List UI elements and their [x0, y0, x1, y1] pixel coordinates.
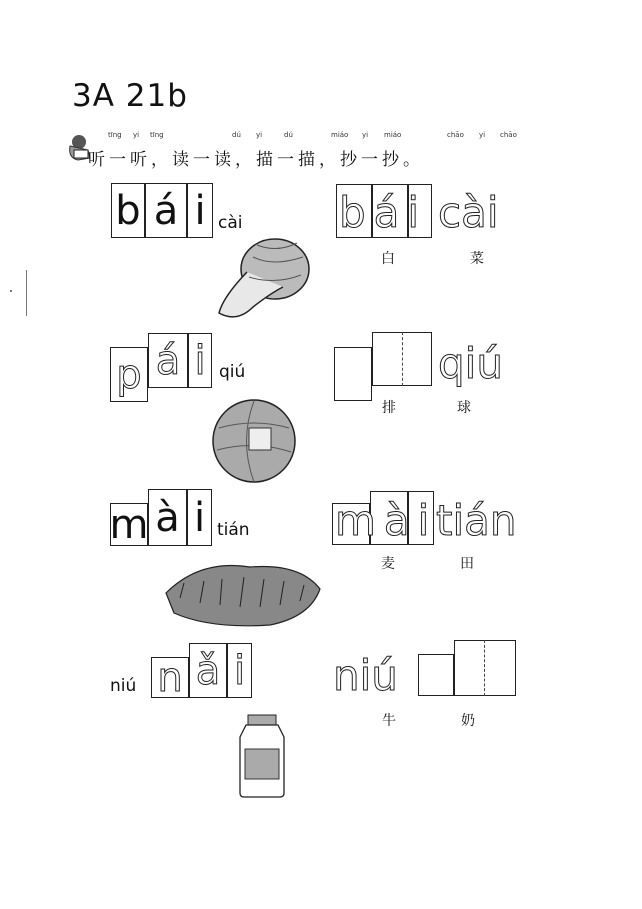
syllable-box-initial: [110, 503, 148, 546]
syllable-initial: b: [115, 187, 141, 234]
syllable-box-initial: [110, 347, 148, 402]
syllable-vowel: á: [153, 187, 179, 234]
pinyin-3: tīng: [150, 131, 164, 139]
trailing-syllable: tián: [217, 520, 250, 540]
pinyin-12: chāo: [500, 131, 517, 139]
syllable-initial: n: [157, 654, 183, 701]
trailing-syllable: cài: [218, 213, 243, 233]
pinyin-8: yi: [362, 131, 369, 139]
milk-bottle-picture: [232, 713, 294, 799]
pinyin-4: dú: [232, 131, 241, 139]
hanzi-2: 菜: [470, 251, 484, 267]
pinyin-11: yi: [479, 131, 486, 139]
syllable-final: i: [194, 337, 206, 384]
trace-word-1: mài: [335, 496, 438, 545]
hanzi-2: 奶: [461, 713, 475, 729]
copy-box-divider: [402, 332, 403, 386]
page-title: 3A 21b: [72, 78, 188, 114]
pinyin-1: tīng: [108, 131, 122, 139]
syllable-final: i: [193, 494, 206, 541]
hanzi-2: 田: [460, 556, 474, 572]
syllable-box-tone-vowel: [189, 643, 227, 698]
volleyball-picture: [209, 398, 299, 484]
syllable-box-tone-vowel: [148, 489, 187, 546]
syllable-vowel: á: [155, 337, 181, 384]
copy-box-1[interactable]: [418, 654, 454, 696]
syllable-final: i: [233, 647, 246, 694]
syllable-box-tone-vowel: [148, 333, 188, 388]
pinyin-7: miáo: [331, 131, 349, 139]
syllable-vowel: à: [155, 494, 180, 541]
trace-word-1: bái: [339, 188, 428, 237]
syllable-box-initial: [111, 183, 145, 238]
pinyin-2: yi: [133, 131, 140, 139]
syllable-initial: m: [109, 501, 149, 548]
hanzi-2: 球: [457, 400, 471, 416]
leading-syllable: niú: [110, 676, 137, 696]
pinyin-9: miáo: [384, 131, 402, 139]
scan-mark: [26, 270, 27, 316]
trace-word-2: tián: [436, 496, 517, 545]
syllable-box-final: [188, 333, 212, 388]
syllable-box-final: [187, 489, 212, 546]
copy-box-2[interactable]: [454, 640, 516, 696]
wheat-field-picture: [160, 553, 326, 633]
copy-box-1[interactable]: [334, 347, 372, 401]
syllable-box-tone-vowel: [145, 183, 187, 238]
syllable-box-final: [227, 643, 252, 698]
syllable-initial: p: [116, 351, 142, 398]
trace-word-2: cài: [438, 188, 499, 237]
hanzi-1: 白: [381, 251, 395, 267]
pinyin-5: yi: [256, 131, 263, 139]
copy-box-divider: [484, 640, 485, 696]
syllable-vowel: ǎ: [195, 647, 221, 694]
hanzi-1: 牛: [382, 713, 396, 729]
pinyin-6: dú: [284, 131, 293, 139]
hanzi-1: 排: [382, 400, 396, 416]
syllable-box-initial: [151, 654, 189, 701]
instruction-text: 听一听，读一读，描一描，抄一抄。: [88, 150, 424, 170]
syllable-box-final: [187, 183, 213, 238]
chinese-cabbage-picture: [213, 227, 313, 327]
trace-word-2: qiú: [438, 339, 503, 388]
trace-word-1: niú: [333, 651, 398, 700]
scan-dot: [10, 290, 12, 292]
pinyin-10: chāo: [447, 131, 464, 139]
syllable-final: i: [194, 187, 206, 234]
trailing-syllable: qiú: [219, 362, 246, 382]
hanzi-1: 麦: [381, 556, 395, 572]
